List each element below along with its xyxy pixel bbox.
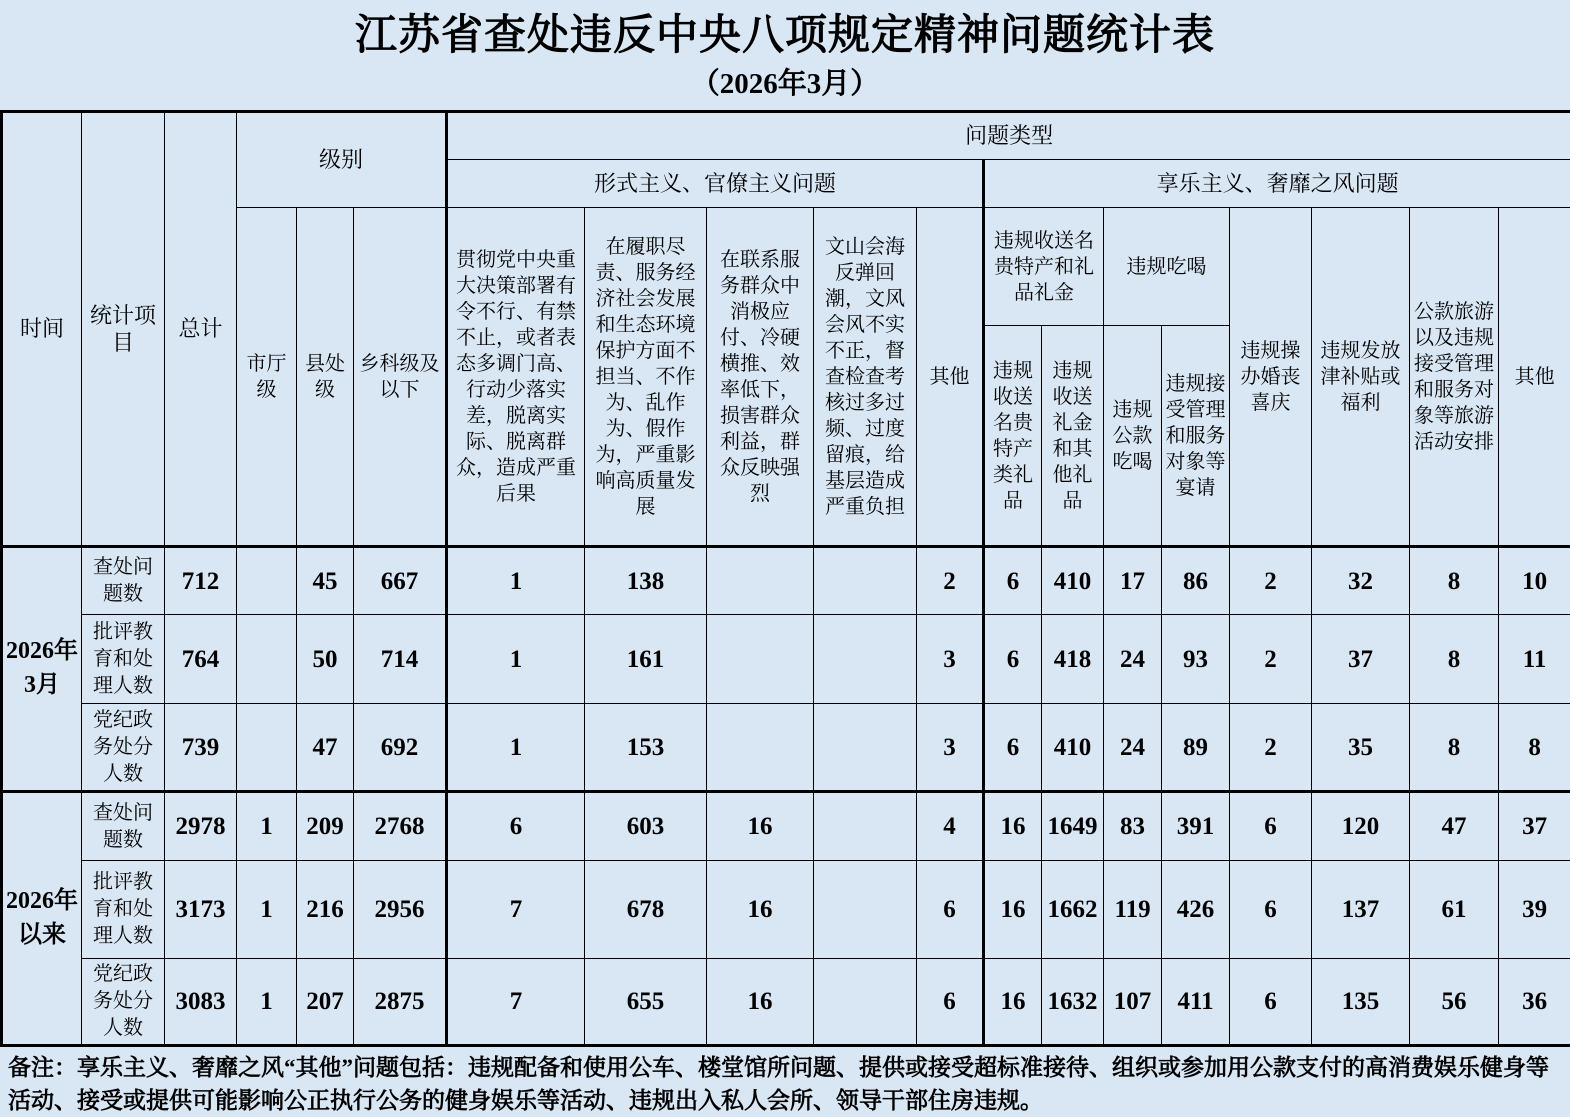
value-cell: 45	[297, 547, 354, 615]
value-cell: 2	[1230, 615, 1312, 704]
value-cell: 6	[1230, 959, 1312, 1046]
value-cell: 216	[297, 861, 354, 959]
value-cell: 1	[237, 959, 297, 1046]
value-cell	[814, 861, 917, 959]
header-level-municipal: 市厅级	[237, 208, 297, 547]
value-cell: 35	[1312, 704, 1410, 792]
header-formalism-group: 形式主义、官僚主义问题	[447, 160, 984, 208]
header-dining-col-1: 违规公款吃喝	[1104, 326, 1162, 547]
value-cell: 8	[1499, 704, 1570, 792]
value-cell: 93	[1162, 615, 1230, 704]
value-cell: 410	[1042, 704, 1104, 792]
header-wedding-funeral-col: 违规操办婚丧喜庆	[1230, 208, 1312, 547]
value-cell: 107	[1104, 959, 1162, 1046]
value-cell	[814, 959, 917, 1046]
value-cell: 24	[1104, 615, 1162, 704]
value-cell: 8	[1410, 704, 1499, 792]
value-cell: 32	[1312, 547, 1410, 615]
row-label: 查处问题数	[82, 792, 165, 861]
value-cell: 7	[447, 861, 585, 959]
value-cell: 667	[354, 547, 447, 615]
header-allowance-col: 违规发放津补贴或福利	[1312, 208, 1410, 547]
value-cell: 2	[1230, 704, 1312, 792]
value-cell: 3	[917, 615, 984, 704]
value-cell: 1632	[1042, 959, 1104, 1046]
value-cell: 39	[1499, 861, 1570, 959]
value-cell: 120	[1312, 792, 1410, 861]
value-cell: 2	[1230, 547, 1312, 615]
header-formalism-col-1: 贯彻党中央重大决策部署有令不行、有禁不止，或者表态多调门高、行动少落实差，脱离实际、脱离群众，造成严重后果	[447, 208, 585, 547]
value-cell: 764	[165, 615, 237, 704]
value-cell: 391	[1162, 792, 1230, 861]
value-cell	[237, 615, 297, 704]
value-cell: 138	[585, 547, 707, 615]
header-formalism-col-2: 在履职尽责、服务经济社会发展和生态环境保护方面不担当、不作为、乱作为、假作为，严重影响高质量发展	[585, 208, 707, 547]
value-cell: 119	[1104, 861, 1162, 959]
value-cell: 47	[297, 704, 354, 792]
value-cell: 37	[1499, 792, 1570, 861]
value-cell: 135	[1312, 959, 1410, 1046]
value-cell: 1	[237, 792, 297, 861]
value-cell	[814, 704, 917, 792]
header-total: 总计	[165, 112, 237, 547]
value-cell: 16	[707, 959, 814, 1046]
value-cell: 655	[585, 959, 707, 1046]
header-travel-col: 公款旅游以及违规接受管理和服务对象等旅游活动安排	[1410, 208, 1499, 547]
value-cell: 89	[1162, 704, 1230, 792]
value-cell: 7	[447, 959, 585, 1046]
value-cell: 47	[1410, 792, 1499, 861]
value-cell: 739	[165, 704, 237, 792]
value-cell: 2768	[354, 792, 447, 861]
value-cell: 6	[447, 792, 585, 861]
value-cell: 6	[984, 615, 1042, 704]
value-cell	[814, 615, 917, 704]
value-cell: 16	[984, 959, 1042, 1046]
value-cell: 8	[1410, 615, 1499, 704]
value-cell	[707, 704, 814, 792]
value-cell: 56	[1410, 959, 1499, 1046]
row-label: 批评教育和处理人数	[82, 615, 165, 704]
value-cell: 603	[585, 792, 707, 861]
value-cell: 1649	[1042, 792, 1104, 861]
value-cell	[814, 792, 917, 861]
value-cell	[814, 547, 917, 615]
time-cell-march: 2026年3月	[2, 547, 82, 792]
value-cell	[237, 547, 297, 615]
value-cell: 83	[1104, 792, 1162, 861]
header-problem-type-group: 问题类型	[447, 112, 1570, 160]
header-formalism-other: 其他	[917, 208, 984, 547]
value-cell: 61	[1410, 861, 1499, 959]
value-cell: 16	[707, 792, 814, 861]
value-cell: 1	[237, 861, 297, 959]
value-cell: 410	[1042, 547, 1104, 615]
value-cell	[237, 704, 297, 792]
value-cell: 411	[1162, 959, 1230, 1046]
value-cell: 1	[447, 615, 585, 704]
value-cell: 692	[354, 704, 447, 792]
value-cell: 2875	[354, 959, 447, 1046]
value-cell: 6	[984, 547, 1042, 615]
value-cell: 1662	[1042, 861, 1104, 959]
header-dining-col-2: 违规接受管理和服务对象等宴请	[1162, 326, 1230, 547]
value-cell: 209	[297, 792, 354, 861]
value-cell	[707, 547, 814, 615]
value-cell: 16	[707, 861, 814, 959]
value-cell: 6	[917, 959, 984, 1046]
row-label: 党纪政务处分人数	[82, 959, 165, 1046]
header-formalism-col-3: 在联系服务群众中消极应付、冷硬横推、效率低下，损害群众利益，群众反映强烈	[707, 208, 814, 547]
value-cell: 16	[984, 861, 1042, 959]
value-cell: 1	[447, 704, 585, 792]
value-cell: 8	[1410, 547, 1499, 615]
value-cell: 11	[1499, 615, 1570, 704]
value-cell: 2978	[165, 792, 237, 861]
value-cell: 50	[297, 615, 354, 704]
value-cell: 16	[984, 792, 1042, 861]
header-level-group: 级别	[237, 112, 447, 208]
value-cell: 714	[354, 615, 447, 704]
value-cell: 678	[585, 861, 707, 959]
header-level-county: 县处级	[297, 208, 354, 547]
value-cell: 2956	[354, 861, 447, 959]
header-formalism-col-4: 文山会海反弹回潮，文风会风不实不正，督查检查考核过多过频、过度留痕，给基层造成严重负担	[814, 208, 917, 547]
header-dining-group: 违规吃喝	[1104, 208, 1230, 326]
row-label: 党纪政务处分人数	[82, 704, 165, 792]
header-gift-group: 违规收送名贵特产和礼品礼金	[984, 208, 1104, 326]
value-cell: 24	[1104, 704, 1162, 792]
header-hedonism-other: 其他	[1499, 208, 1570, 547]
value-cell: 6	[1230, 792, 1312, 861]
value-cell: 3	[917, 704, 984, 792]
value-cell: 10	[1499, 547, 1570, 615]
value-cell: 426	[1162, 861, 1230, 959]
value-cell: 6	[984, 704, 1042, 792]
value-cell: 37	[1312, 615, 1410, 704]
value-cell: 418	[1042, 615, 1104, 704]
value-cell: 137	[1312, 861, 1410, 959]
header-gift-col-1: 违规收送名贵特产类礼品	[984, 326, 1042, 547]
value-cell: 3173	[165, 861, 237, 959]
row-label: 查处问题数	[82, 547, 165, 615]
header-level-township: 乡科级及以下	[354, 208, 447, 547]
value-cell: 3083	[165, 959, 237, 1046]
report-subtitle: （2026年3月）	[690, 68, 880, 100]
header-hedonism-group: 享乐主义、奢靡之风问题	[984, 160, 1570, 208]
value-cell	[707, 615, 814, 704]
report-title: 江苏省查处违反中央八项规定精神问题统计表	[354, 13, 1215, 59]
value-cell: 36	[1499, 959, 1570, 1046]
footnote: 备注：享乐主义、奢靡之风“其他”问题包括：违规配备和使用公车、楼堂馆所问题、提供或接受超标准接待、组织或参加用公款支付的高消费娱乐健身等活动、接受或提供可能影响公正执行公务的健身娱乐等活动、违规出入私人会所、领导干部住房违规。	[8, 1055, 1549, 1113]
row-label: 批评教育和处理人数	[82, 861, 165, 959]
value-cell: 2	[917, 547, 984, 615]
value-cell: 153	[585, 704, 707, 792]
time-cell-ytd: 2026年以来	[2, 792, 82, 1046]
value-cell: 1	[447, 547, 585, 615]
value-cell: 712	[165, 547, 237, 615]
statistics-table	[0, 110, 1570, 1047]
header-time: 时间	[2, 112, 82, 547]
header-gift-col-2: 违规收送礼金和其他礼品	[1042, 326, 1104, 547]
value-cell: 6	[1230, 861, 1312, 959]
value-cell: 86	[1162, 547, 1230, 615]
value-cell: 161	[585, 615, 707, 704]
value-cell: 207	[297, 959, 354, 1046]
value-cell: 6	[917, 861, 984, 959]
value-cell: 4	[917, 792, 984, 861]
value-cell: 17	[1104, 547, 1162, 615]
header-stat-item: 统计项目	[82, 112, 165, 547]
